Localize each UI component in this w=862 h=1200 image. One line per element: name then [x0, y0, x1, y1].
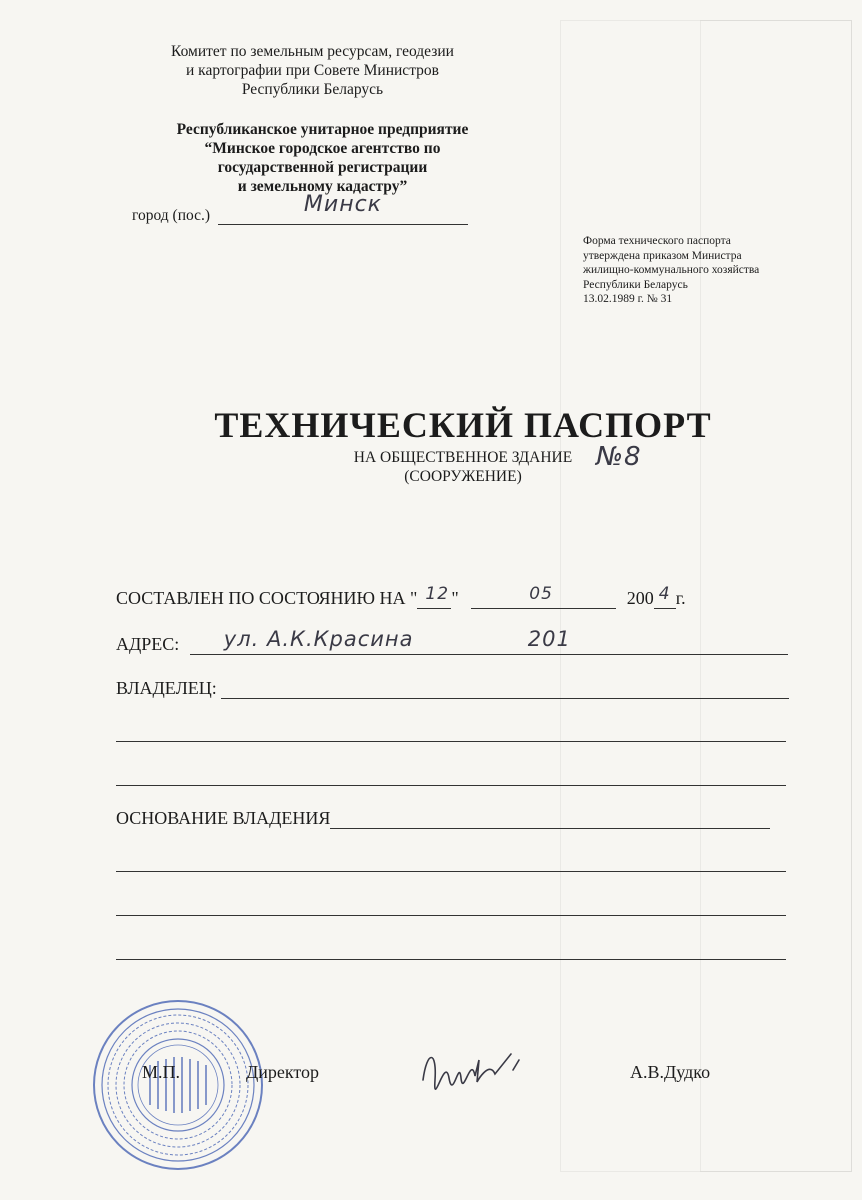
owner-label: ВЛАДЕЛЕЦ: [116, 678, 217, 698]
enterprise-line: Республиканское унитарное предприятие [176, 121, 469, 138]
director-name: А.В.Дудко [630, 1062, 711, 1082]
director-signature-icon [415, 1040, 525, 1100]
address-line [190, 627, 788, 655]
form-note-line: Форма технического паспорта [583, 235, 731, 247]
enterprise-header [120, 120, 525, 196]
basis-extra-line [116, 914, 786, 916]
basis-extra-line [116, 870, 786, 872]
enterprise-line: “Минское городское агентство по [204, 140, 441, 157]
state-quote: " [451, 588, 459, 608]
year-suffix: г. [675, 588, 686, 608]
city-label: город (пос.) [132, 207, 211, 224]
form-note-line: утверждена приказом Министра [583, 249, 742, 262]
address-row [116, 627, 788, 655]
basis-extra-line [116, 958, 786, 960]
director-label: Директор [246, 1062, 320, 1082]
basis-line [330, 810, 770, 829]
form-note-line: 13.02.1989 г. № 31 [583, 293, 673, 305]
enterprise-line: и земельному кадастру” [237, 178, 408, 195]
committee-line: Республики Беларусь [241, 81, 384, 98]
basis-label: ОСНОВАНИЕ ВЛАДЕНИЯ [116, 808, 331, 828]
document-subtitle [0, 448, 862, 486]
state-date-row [116, 584, 686, 609]
owner-row [116, 678, 789, 699]
city-line [218, 192, 468, 225]
address-number: 201 [527, 627, 571, 651]
official-stamp-icon [88, 995, 268, 1175]
month-line [471, 584, 616, 609]
bleed-through-shadow [700, 20, 852, 1172]
committee-line: Комитет по земельным ресурсам, геодезии [171, 43, 454, 60]
subtitle-line: НА ОБЩЕСТВЕННОЕ ЗДАНИЕ [353, 449, 573, 466]
owner-extra-line [116, 784, 786, 786]
form-note-line: жилищно-коммунального хозяйства [583, 264, 760, 276]
city-field [132, 192, 468, 225]
form-approval-note [583, 234, 813, 307]
state-label: СОСТАВЛЕН ПО СОСТОЯНИЮ НА " [116, 588, 418, 608]
year-prefix: 200 [626, 588, 654, 608]
address-street: ул. А.К.Красина [223, 627, 414, 651]
year-line [654, 584, 676, 609]
month-value: 05 [529, 584, 553, 604]
day-value: 12 [425, 584, 450, 604]
year-digit: 4 [658, 584, 671, 604]
document-title: ТЕХНИЧЕСКИЙ ПАСПОРТ [214, 405, 712, 445]
form-note-line: Республики Беларусь [583, 278, 688, 291]
owner-extra-line [116, 740, 786, 742]
stamp-label: М.П. [142, 1062, 181, 1082]
handwritten-number: №8 [596, 442, 642, 472]
committee-header [140, 42, 485, 99]
enterprise-line: государственной регистрации [217, 159, 428, 176]
owner-line [221, 680, 789, 699]
address-label: АДРЕС: [116, 634, 180, 654]
day-line [417, 584, 451, 609]
basis-row [116, 808, 770, 829]
city-handwritten-value: Минск [303, 192, 382, 217]
subtitle-line: (СООРУЖЕНИЕ) [404, 468, 522, 485]
committee-line: и картографии при Совете Министров [186, 62, 439, 79]
